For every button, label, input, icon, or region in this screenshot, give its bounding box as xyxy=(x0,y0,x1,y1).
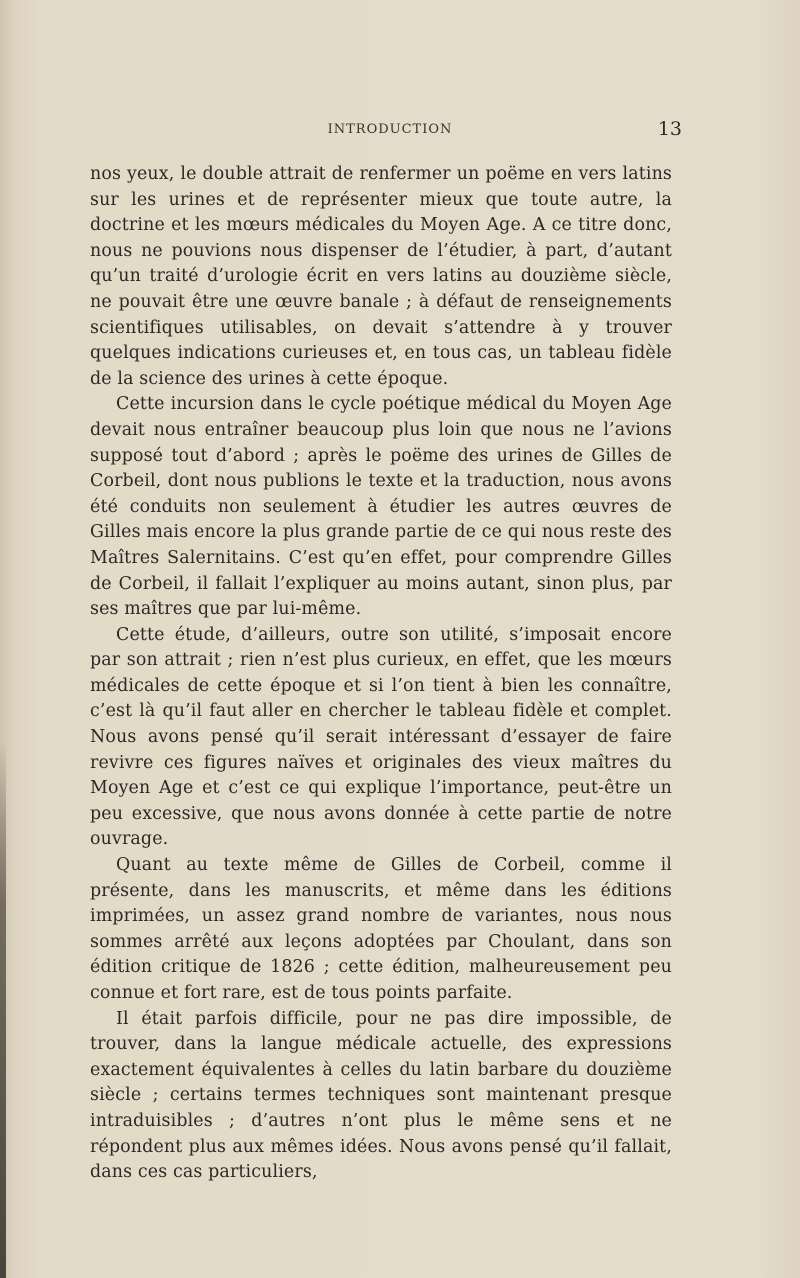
paragraph-2: Cette incursion dans le cycle poétique médical du Moyen Age devait nous entraîner beaucoup plus loin que nous ne l’avions supposé tout d’abord ; après le poëme des urines de Gilles de Corbeil, dont nous publions le texte et la traduction, nous avons été conduits non seulement à étudier les autres œuvres de Gilles mais encore la plus grande partie de ce qui nous reste des Maîtres Salernitains. C’est qu’en effet, pour comprendre Gilles de Corbeil, il fallait l’expliquer au moins autant, sinon plus, par ses maîtres que par lui-même. xyxy=(90,394,672,620)
paragraph-5: Il était parfois difficile, pour ne pas dire impossible, de trouver, dans la langue médicale actuelle, des expressions exactement équivalentes à celles du latin barbare du douzième siècle ; certains termes techniques sont maintenant presque intraduisibles ; d’autres n’ont plus le même sens et ne répondent plus aux mêmes idées. Nous avons pensé qu’il fallait, dans ces cas particuliers, xyxy=(90,1008,672,1183)
paragraph-1: nos yeux, le double attrait de renfermer un poëme en vers latins sur les urines et de représenter mieux que toute autre, la doctrine et les mœurs médicales du Moyen Age. A ce titre donc, nous ne pouvions nous dispenser de l’étudier, à part, d’autant qu’un traité d’urologie écrit en vers latins au douzième siècle, ne pouvait être une œuvre banale ; à défaut de renseignements scientifiques utilisables, on devait s’attendre à y trouver quelques indications curieuses et, en tous cas, un tableau fidèle de la science des urines à cette époque. xyxy=(90,164,672,389)
page-gutter-shadow xyxy=(0,740,6,1278)
page-header xyxy=(90,118,690,142)
body-text xyxy=(90,162,672,1186)
paragraph-3: Cette étude, d’ailleurs, outre son utilité, s’imposait encore par son attrait ; rien n’est plus curieux, en effet, que les mœurs médicales de cette époque et si l’on tient à bien les connaître, c’est là qu’il faut aller en chercher le tableau fidèle et complet. Nous avons pensé qu’il serait intéressant d’essayer de faire revivre ces figures naïves et originales des vieux maîtres du Moyen Age et c’est ce qui explique l’importance, peut-être un peu excessive, que nous avons donnée à cette partie de notre ouvrage. xyxy=(90,624,672,850)
page-number: 13 xyxy=(657,118,682,140)
paragraph-4: Quant au texte même de Gilles de Corbeil, comme il présente, dans les manuscrits, et même dans les éditions imprimées, un assez grand nombre de variantes, nous nous sommes arrêté aux leçons adoptées par Choulant, dans son édition critique de 1826 ; cette édition, malheureusement peu connue et fort rare, est de tous points parfaite. xyxy=(90,855,672,1003)
running-title: INTRODUCTION xyxy=(327,122,453,137)
